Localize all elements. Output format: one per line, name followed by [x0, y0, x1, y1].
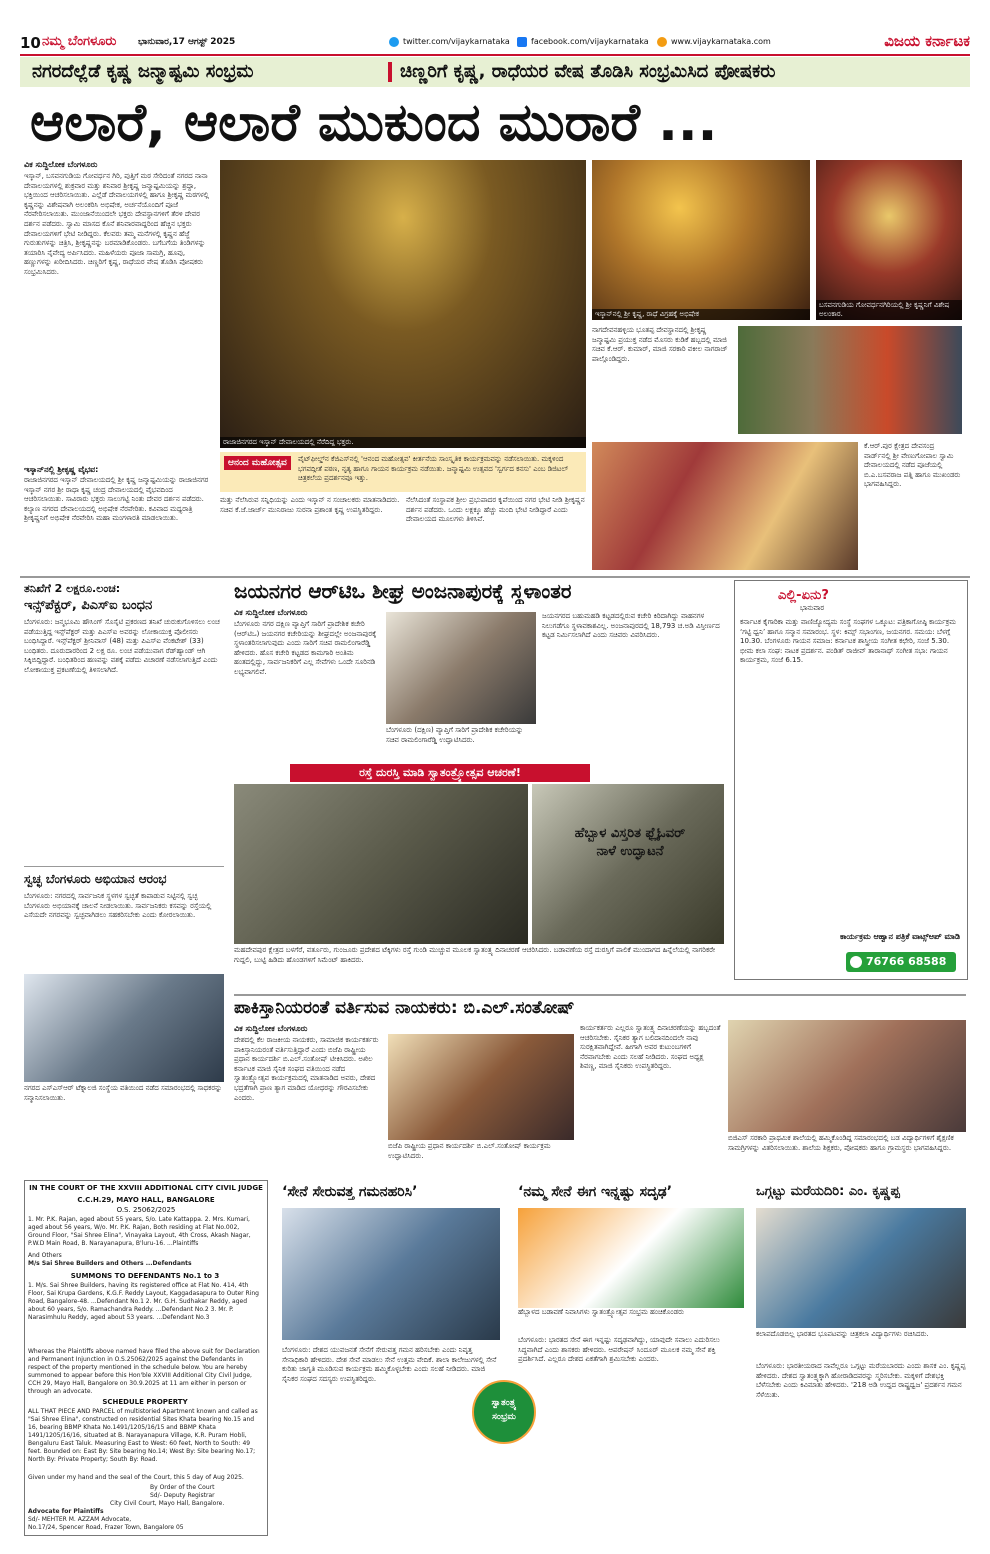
lead-kicker	[20, 57, 970, 87]
legal-advocate-2: Sd/- MEHTER M. AZZAM Advocate,	[28, 1516, 132, 1523]
legal-advocate: Advocate for Plaintiffs	[28, 1508, 104, 1515]
road-caption: ಮಹದೇವಪುರ ಕ್ಷೇತ್ರದ ಬಳಗೆರೆ, ವರ್ತೂರು, ಗುಂಜೂರು ಪ್ರದೇಶದ ಟೆಕ್ಕಿಗಳು ರಸ್ತೆ ಗುಂಡಿ ಮುಚ್ಚುವ ಮೂಲಕ ಸ್ವಾತಂತ್ರ್ಯ ದಿನಾಚರಣೆ ಆಚರಿಸಿದರು. ಬಡಾವಣೆಯ ರಸ್ತೆ ದುರಸ್ತಿಗೆ ಪಾಲಿಕೆ ಮುಂದಾಗದ ಹಿನ್ನೆಲೆಯಲ್ಲಿ ನಾಗರಿಕರೇ ಗುದ್ದಲಿ, ಬುಟ್ಟಿ ಹಿಡಿದು ಹೊಂಡಗಳಿಗೆ ಸಿಮೆಂಟ್ ಹಾಕಿದರು.	[234, 946, 716, 964]
anand-label: ಆನಂದ ಮಹೋತ್ಸವ	[224, 456, 291, 470]
independence-badge	[472, 1380, 536, 1444]
award-caption: ನಗರದ ಎಸ್‌ಎಸ್‌ಆರ್ ಟೆಕ್ನಾಲಜಿ ಸಂಸ್ಥೆಯ ವತಿಯಿಂದ ನಡೆದ ಸಮಾರಂಭದಲ್ಲಿ ಸಾಧಕರನ್ನು ಸನ್ಮಾನಿಸಲಾಯಿತು.	[24, 1084, 223, 1102]
legal-order: By Order of the Court	[150, 1484, 215, 1491]
police-headline: ಇನ್ಸ್‌ಪೆಕ್ಟರ್, ಪಿಎಸ್‌ಐ ಬಂಧನ	[24, 598, 153, 613]
flag-photo	[518, 1208, 744, 1308]
legal-defendants: M/s Sai Shree Builders and Others ...Defendants	[28, 1260, 192, 1267]
court-place: C.C.H.29, MAYO HALL, BANGALORE	[77, 1196, 215, 1204]
page-number: 10	[20, 34, 41, 52]
twitter-handle[interactable]: twitter.com/vijaykarnataka	[403, 37, 510, 46]
jayanagar-caption: ಬೆಂಗಳೂರು (ದಕ್ಷಿಣ) ವ್ಯಾಪ್ತಿಗೆ ಸಾರಿಗೆ ಪ್ರಾದೇಶಿಕ ಕಚೇರಿಯನ್ನು ಸಚಿವ ರಾಮಲಿಂಗಾರೆಡ್ಡಿ ಉದ್ಘಾಟಿಸಿದರು.	[386, 726, 524, 744]
road-banner: ರಸ್ತೆ ದುರಸ್ತಿ ಮಾಡಿ ಸ್ವಾತಂತ್ರ್ಯೋತ್ಸವ ಆಚರಣೆ!	[290, 764, 590, 782]
schedule-heading: SCHEDULE PROPERTY	[102, 1398, 188, 1406]
nagadevanahalli-note: ನಾಗದೇವನಹಳ್ಳಿಯ ಭೂತಪ್ಪ ದೇವಸ್ಥಾನದಲ್ಲಿ ಶ್ರೀಕೃಷ್ಣ ಜನ್ಮಾಷ್ಟಮಿ ಪ್ರಯುಕ್ತ ನಡೆದ ಮೊಸರು ಕುಡಿಕೆ ಹಬ್ಬದಲ್ಲಿ ಮಾಜಿ ಸಚಿವ ಕೆ.ಆರ್. ಕುಮಾರ್, ಮಾಜಿ ಸರಕಾರಿ ವಕೀಲ ನಾಗರಾಜ್ ಪಾಲ್ಗೊಂಡಿದ್ದರು.	[592, 326, 728, 363]
school-photo	[728, 1020, 966, 1132]
army-headline: ‘ಸೇನೆ ಸೇರುವತ್ತ ಗಮನಹರಿಸಿ’	[282, 1184, 418, 1200]
jayanagar-body-2: ಜಯನಗರದ ಬಹುಮಹಡಿ ಕಟ್ಟಡದಲ್ಲಿರುವ ಕಚೇರಿ ಕಿರಿದಾಗಿದ್ದು ವಾಹನಗಳ ನಿಲುಗಡೆಗೂ ಸ್ಥಳಾವಕಾಶವಿಲ್ಲ. ಅಂಜನಾಪುರದಲ್ಲಿ 18,793 ಚ.ಅಡಿ ವಿಸ್ತೀರ್ಣದ ಕಟ್ಟಡ ನಿರ್ಮಿಸಲಾಗಿದೆ ಎಂದು ಸಚಿವರು ವಿವರಿಸಿದರು.	[542, 612, 720, 640]
masthead	[20, 32, 970, 56]
santhosh-caption: ಬಿಜೆಪಿ ರಾಷ್ಟ್ರೀಯ ಪ್ರಧಾನ ಕಾರ್ಯದರ್ಶಿ ಬಿ.ಎಲ್.ಸಂತೋಷ್ ಕಾರ್ಯಕ್ರಮ ಉದ್ಘಾಟಿಸಿದರು.	[388, 1142, 551, 1160]
award-photo	[24, 974, 224, 1082]
basavanagudi-photo	[816, 160, 962, 320]
summons-heading: SUMMONS TO DEFENDANTS No.1 to 3	[70, 1272, 220, 1280]
lead-subhead: ಇಸ್ಕಾನ್‌ನಲ್ಲಿ ಶ್ರೀಕೃಷ್ಣ ವೈಭವ:	[24, 465, 99, 474]
legal-defendant-list: 1. M/s. Sai Shree Builders, having its registered office at Flat No. 414, 4th Floor, Sai Krupa Gardens, K.G.F. Reddy Layout, Kaggadasapura to Outer Ring Road, Bangalore-48. ...Defendant No.1 2. Mr. G.H. Sudhakar Reddy, aged about 60 years, S/o. Ramachandra Reddy. ...Defendant No.2 3. Mr. P. Narasimhulu Reddy, aged about 53 years. ...Defendant No.3	[28, 1282, 259, 1321]
jayanagar-byline: ವಿಕ ಸುದ್ದಿಲೋಕ ಬೆಂಗಳೂರು	[234, 608, 308, 617]
legal-given: Given under my hand and the seal of the Court, this 5 day of Aug 2025.	[28, 1474, 244, 1481]
legal-registrar: Sd/- Deputy Registrar	[150, 1492, 215, 1499]
flag-caption: ಹೆಬ್ಬಾಳದ ಬಡಾವಣೆ ನಿವಾಸಿಗಳು ಸ್ವಾತಂತ್ರ್ಯೋತ್ಸವ ಸಂಭ್ರಮ ಹಂಚಿಕೊಂಡರು	[518, 1308, 685, 1316]
army-photo	[282, 1208, 500, 1340]
unity-body: ಬೆಂಗಳೂರು: ಭಾರತೀಯರಾದ ನಾವೆಲ್ಲರೂ ಒಗ್ಗಟ್ಟು ಮರೆಯಬಾರದು ಎಂದು ಶಾಸಕ ಎಂ. ಕೃಷ್ಣಪ್ಪ ಹೇಳಿದರು. ದೇಶದ ಸ್ವಾತಂತ್ರ್ಯಕ್ಕಾಗಿ ಹೋರಾಡಿದವರನ್ನು ಸ್ಮರಿಸಬೇಕು. ಮಕ್ಕಳಿಗೆ ದೇಶಭಕ್ತಿ ಬೆಳೆಸಬೇಕು ಎಂದು ಕಿವಿಮಾತು ಹೇಳಿದರು. '218 ಅಡಿ ಉದ್ದದ ರಾಷ್ಟ್ರಧ್ವಜ' ಪ್ರದರ್ಶನ ಗಮನ ಸೆಳೆಯಿತು.	[756, 1362, 966, 1399]
badge-label: ಸ್ವಾತಂತ್ರ್ಯ ಸಂಭ್ರಮ	[491, 1398, 517, 1422]
road-repair-photo-2	[532, 784, 724, 944]
army-body: ಬೆಂಗಳೂರು: ದೇಶದ ಯುವಜನತೆ ಸೇನೆಗೆ ಸೇರುವತ್ತ ಗಮನ ಹರಿಸಬೇಕು ಎಂದು ನಿವೃತ್ತ ಸೇನಾಧಿಕಾರಿ ಹೇಳಿದರು. ದೇಶ ಸೇವೆ ಮಾಡಲು ಸೇನೆ ಉತ್ತಮ ವೇದಿಕೆ. ಶಾಲಾ ಕಾಲೇಜುಗಳಲ್ಲಿ ಸೇನೆ ಕುರಿತು ಜಾಗೃತಿ ಮೂಡಿಸುವ ಕಾರ್ಯಕ್ರಮ ಹಮ್ಮಿಕೊಳ್ಳಬೇಕು ಎಂದು ಸಲಹೆ ನೀಡಿದರು. ಮಾಜಿ ಸೈನಿಕರ ಸಂಘದ ಸದಸ್ಯರು ಉಪಸ್ಥಿತರಿದ್ದರು.	[282, 1346, 497, 1383]
lead-byline: ವಿಕ ಸುದ್ದಿಲೋಕ ಬೆಂಗಳೂರು	[24, 160, 98, 169]
website-link[interactable]: www.vijaykarnataka.com	[671, 37, 771, 46]
jayanagar-headline: ಜಯನಗರ ಆರ್‌ಟಿಒ ಶೀಘ್ರ ಅಂಜನಾಪುರಕ್ಕೆ ಸ್ಥಳಾಂತರ	[234, 579, 572, 603]
iskcon-crowd-photo	[220, 160, 586, 448]
divider	[24, 866, 224, 867]
anand-box	[220, 452, 586, 492]
santhosh-body: ದೇಶದಲ್ಲಿ ಕೆಲ ರಾಜಕೀಯ ನಾಯಕರು, ಸಾಮಾಜಿಕ ಕಾರ್ಯಕರ್ತರು ಪಾಕಿಸ್ತಾನಿಯರಂತೆ ವರ್ತಿಸುತ್ತಿದ್ದಾರೆ ಎಂದು ಬಿಜೆಪಿ ರಾಷ್ಟ್ರೀಯ ಪ್ರಧಾನ ಕಾರ್ಯದರ್ಶಿ ಬಿ.ಎಲ್.ಸಂತೋಷ್ ಟೀಕಿಸಿದರು. ಅಖಿಲ ಕರ್ನಾಟಕ ಮಾಜಿ ಸೈನಿಕ ಸಂಘದ ವತಿಯಿಂದ ನಡೆದ ಸ್ವಾತಂತ್ರ್ಯೋತ್ಸವ ಕಾರ್ಯಕ್ರಮದಲ್ಲಿ ಮಾತನಾಡಿದ ಅವರು, ದೇಶದ ಭದ್ರತೆಗಾಗಿ ಪ್ರಾಣ ತ್ಯಾಗ ಮಾಡಿದ ಯೋಧರನ್ನು ಗೌರವಿಸಬೇಕು ಎಂದರು.	[234, 1036, 379, 1102]
elli-enu-body: ಕರ್ನಾಟಕ ಕೈಗಾರಿಕಾ ಮತ್ತು ವಾಣಿಜ್ಯೋದ್ಯಮ ಸಂಸ್ಥೆ ಸಂಘಗಳ ಒಕ್ಕೂಟ: ಪತ್ರಿಕಾಗೋಷ್ಠಿ ಕಾರ್ಯಕ್ರಮ ‘ಗಟ್ಟಿ ಧ್ವನಿ’ ಹಾಗೂ ಸನ್ಮಾನ ಸಮಾರಂಭ. ಸ್ಥಳ: ಕಿಮ್ಸ್ ಸಭಾಂಗಣ, ಜಯನಗರ. ಸಮಯ: ಬೆಳಗ್ಗೆ 10.30. ಬೆಂಗಳೂರು ಗಾಯನ ಸಮಾಜ: ಕರ್ನಾಟಕ ಶಾಸ್ತ್ರೀಯ ಸಂಗೀತ ಕಛೇರಿ, ಸಂಜೆ 5.30. ಭೀಮ ಕಲಾ ಸಂಘ: ನಾಟಕ ಪ್ರದರ್ಶನ. ಪಂಡಿತ್ ರಾಜೀವ್ ತಾರಾನಾಥ್ ಸಂಗೀತ ಸಭಾ: ಗಾಯನ ಕಾರ್ಯಕ್ರಮ, ಸಂಜೆ 6.15.	[740, 618, 956, 665]
strong-army-headline: ‘ನಮ್ಮ ಸೇನೆ ಈಗ ಇನ್ನಷ್ಟು ಸದೃಢ’	[518, 1184, 673, 1200]
facebook-handle[interactable]: facebook.com/vijaykarnataka	[531, 37, 649, 46]
photo-caption: ಬಸವನಗುಡಿಯ ಗೋವರ್ಧನಗಿರಿಯಲ್ಲಿ ಶ್ರೀ ಕೃಷ್ಣನಿಗೆ ವಿಶೇಷ ಅಲಂಕಾರ.	[816, 300, 962, 320]
court-name: IN THE COURT OF THE XXVIII ADDITIONAL CITY CIVIL JUDGE	[29, 1184, 263, 1192]
whatsapp-number: 76766 68588	[866, 955, 947, 968]
anand-body: ವೈಟ್‌ಫೀಲ್ಡ್‌ನ ಕೆಜಿಎಸ್‌ನಲ್ಲಿ 'ಆನಂದ ಮಹೋತ್ಸವ' ಕೀರ್ತನೆಯ ಸಾಂಸ್ಕೃತಿಕ ಕಾರ್ಯಕ್ರಮವನ್ನು ನಡೆಸಲಾಯಿತು. ಮಕ್ಕಳಿಂದ ಭಗವದ್ಗೀತೆ ಪಠಣ, ನೃತ್ಯ ಹಾಗೂ ಗಾಯನ ಕಾರ್ಯಕ್ರಮ ನಡೆಯಿತು. ಜನ್ಮಾಷ್ಟಮಿ ಉತ್ಸವದ 'ಸ್ವರ್ಗದ ಕನಸು' ಎಂಬ ಡಿಜಿಟಲ್ ಚಿತ್ರಕಲೆಯ ಪ್ರದರ್ಶನವೂ ಇತ್ತು.	[298, 455, 569, 483]
swachh-body: ಬೆಂಗಳೂರು: ನಗರದಲ್ಲಿ ಸಾರ್ವಜನಿಕ ಸ್ಥಳಗಳ ಸ್ವಚ್ಛತೆ ಕಾಪಾಡುವ ನಿಟ್ಟಿನಲ್ಲಿ ಸ್ವಚ್ಛ ಬೆಂಗಳೂರು ಅಭಿಯಾನಕ್ಕೆ ಚಾಲನೆ ನೀಡಲಾಯಿತು. ಸಾರ್ವಜನಿಕರು ಕಸವನ್ನು ರಸ್ತೆಯಲ್ಲಿ ಎಸೆಯದೇ ನಗರವನ್ನು ಸ್ವಚ್ಛವಾಗಿಡಲು ಸಹಕರಿಸಬೇಕು ಎಂದು ಕೋರಲಾಯಿತು.	[24, 892, 212, 920]
kicker-left: ನಗರದೆಲ್ಲೆಡೆ ಕೃಷ್ಣ ಜನ್ಮಾಷ್ಟಮಿ ಸಂಭ್ರಮ	[32, 61, 254, 82]
mosaru-kudike-photo	[738, 326, 962, 434]
kicker-divider	[388, 62, 392, 82]
police-kicker: ತನಿಖೆಗೆ 2 ಲಕ್ಷರೂ.ಲಂಚ:	[24, 582, 121, 595]
elli-enu-title: ಎಲ್ಲಿ-ಏನು?	[778, 588, 829, 603]
lead-headline: ಆಲಾರೆ, ಆಲಾರೆ ಮುಕುಂದ ಮುರಾರೆ ...	[30, 93, 718, 153]
santhosh-body-2: ಕಾರ್ಯಕರ್ತರು ಎಲ್ಲರೂ ಸ್ವಾತಂತ್ರ್ಯ ದಿನಾಚರಣೆಯನ್ನು ಹಬ್ಬದಂತೆ ಆಚರಿಸಬೇಕು. ಸೈನಿಕರ ತ್ಯಾಗ ಬಲಿದಾನದಿಂದಲೇ ನಾವು ಸುರಕ್ಷಿತವಾಗಿದ್ದೇವೆ. ಹೀಗಾಗಿ ಅವರ ಕುಟುಂಬಗಳಿಗೆ ನೆರವಾಗಬೇಕು ಎಂದು ಸಲಹೆ ನೀಡಿದರು. ಸಂಘದ ಅಧ್ಯಕ್ಷ ಶಿವಣ್ಣ, ಮಾಜಿ ಸೈನಿಕರು ಉಪಸ್ಥಿತರಿದ್ದರು.	[580, 1024, 721, 1071]
newspaper-logo: ವಿಜಯ ಕರ್ನಾಟಕ	[884, 32, 970, 50]
issue-date: ಭಾನುವಾರ,17 ಆಗಸ್ಟ್ 2025	[138, 37, 236, 47]
hebbal-headline-a: ಹೆಬ್ಬಾಳ ವಿಸ್ತರಿತ ಫ್ಲೈಓವರ್	[574, 826, 686, 841]
kicker-right: ಚಿಣ್ಣರಿಗೆ ಕೃಷ್ಣ, ರಾಧೆಯರ ವೇಷ ತೊಡಿಸಿ ಸಂಭ್ರಮಿಸಿದ ಪೋಷಕರು	[400, 61, 776, 82]
whatsapp-button[interactable]	[846, 952, 956, 972]
road-repair-photo	[234, 784, 528, 944]
rto-inauguration-photo	[386, 612, 536, 724]
kr-puram-note: ಕೆ.ಆರ್.ಪುರ ಕ್ಷೇತ್ರದ ದೇವಸಂದ್ರ ವಾರ್ಡ್‌ನಲ್ಲಿ ಶ್ರೀ ವೇಣುಗೋಪಾಲ ಸ್ವಾಮಿ ದೇವಾಲಯದಲ್ಲಿ ನಡೆದ ಪೂಜೆಯಲ್ಲಿ ಬಿ.ಎ.ಬಸವರಾಜ ಪತ್ನಿ ಹಾಗೂ ಮುಖಂಡರು ಭಾಗವಹಿಸಿದ್ದರು.	[864, 442, 961, 489]
whatsapp-icon	[850, 956, 862, 968]
police-body: ಬೆಂಗಳೂರು: ಜನ್ಮಭೂಮಿ ಹೌಸಿಂಗ್ ಸೊಸೈಟಿ ಪ್ರಕರಣದ ತನಿಖೆ ಚುರುಕುಗೊಳಿಸಲು ಲಂಚ ಪಡೆಯುತ್ತಿದ್ದ ಇನ್ಸ್‌ಪೆಕ್ಟರ್ ಮತ್ತು ಪಿಎಸ್‌ಐ ಅವರನ್ನು ಲೋಕಾಯುಕ್ತ ಪೊಲೀಸರು ಬಂಧಿಸಿದ್ದಾರೆ. ಇನ್ಸ್‌ಪೆಕ್ಟರ್ ಶ್ರೀನಿವಾಸ್ (48) ಮತ್ತು ಪಿಎಸ್‌ಐ ವೆಂಕಟೇಶ್ (33) ಬಂಧಿತರು. ದೂರುದಾರರಿಂದ 2 ಲಕ್ಷ ರೂ. ಲಂಚ ಪಡೆಯುವಾಗ ರೆಡ್‌ಹ್ಯಾಂಡ್ ಆಗಿ ಸಿಕ್ಕಿಬಿದ್ದಿದ್ದಾರೆ. ಬಂಧಿತರಿಂದ ಹಣವನ್ನು ವಶಕ್ಕೆ ಪಡೆದು ವಿಚಾರಣೆ ನಡೆಸಲಾಗುತ್ತಿದೆ ಎಂದು ಲೋಕಾಯುಕ್ತ ಪ್ರಕಟಣೆಯಲ್ಲಿ ತಿಳಿಸಲಾಗಿದೆ.	[24, 618, 220, 674]
legal-schedule: ALL THAT PIECE AND PARCEL of multistoried Apartment known and called as "Sai Shree Elina", constructed on residential Sites Khata bearing No.15 and 16, bearing BBMP Khata No.1491/1205/16/15 and BBMP Khata 1491/1205/16/16, situated at B. Narayanapura Village, K.R. Puram Hobli, Bengaluru East Taluk. Measuring East to West: 60 feet, North to South: 49 feet. Bounded on: East By: Site bearing No.14; West By: Site bearing No.17; North By: Private Property; South By: Road.	[28, 1408, 258, 1463]
lead-body: ಇಸ್ಕಾನ್, ಬಸವನಗುಡಿಯ ಗೋವರ್ಧನ ಗಿರಿ, ಪುತ್ತಿಗೆ ಮಠ ಸೇರಿದಂತೆ ನಗರದ ನಾನಾ ದೇವಾಲಯಗಳಲ್ಲಿ ಶುಕ್ರವಾರ ಮತ್ತು ಶನಿವಾರ ಶ್ರೀಕೃಷ್ಣ ಜನ್ಮಾಷ್ಟಮಿಯನ್ನು ಶ್ರದ್ಧಾ, ಭಕ್ತಿಯಿಂದ ಆಚರಿಸಲಾಯಿತು. ಎಲ್ಲೆಡೆ ದೇವಾಲಯಗಳಲ್ಲಿ ಹಾಗೂ ಶ್ರೀಕೃಷ್ಣ ಮಠಗಳಲ್ಲಿ ಕೃಷ್ಣನನ್ನು ವಿಶೇಷವಾಗಿ ಅಲಂಕರಿಸಿ ಅಭಿಷೇಕ, ಅರ್ಚನೆಯೊಂದಿಗೆ ಪೂಜೆ ನೆರವೇರಿಸಲಾಯಿತು. ಮುಂಜಾನೆಯಿಂದಲೇ ಭಕ್ತರು ದೇವಸ್ಥಾನಗಳಿಗೆ ತೆರಳಿ ದೇವರ ದರ್ಶನ ಪಡೆದರು. ಸ್ವಾಮಿ ಮಾಸದ ಕೊನೆ ಶನಿವಾರವಾದ್ದರಿಂದ ಹೆಚ್ಚಿನ ಭಕ್ತರು ದೇವಾಲಯಗಳಿಗೆ ಭೇಟಿ ನೀಡಿದ್ದರು. ಕೆಲವರು ತಮ್ಮ ಮನೆಗಳಲ್ಲಿ ಕೃಷ್ಣನ ಹೆಜ್ಜೆ ಗುರುತುಗಳನ್ನು ಚಿತ್ರಿಸಿ, ಶ್ರೀಕೃಷ್ಣನನ್ನು ಬರಮಾಡಿಕೊಂಡರು. ಬಗೆಬಗೆಯ ತಿಂಡಿಗಳನ್ನು ತಯಾರಿಸಿ ನೈವೇದ್ಯ ಅರ್ಪಿಸಿದರು. ಮಹಿಳೆಯರು ಪೂಜಾ ಸಾಮಗ್ರಿ, ಹೂವು, ಹಣ್ಣುಗಳನ್ನು ಖರೀದಿಸಿದರು. ಚಿಣ್ಣರಿಗೆ ಕೃಷ್ಣ, ರಾಧೆಯರ ವೇಷ ತೊಡಿಸಿ ಪೋಷಕರು ಸಂಭ್ರಮಿಸಿದರು.	[24, 172, 209, 276]
hebbal-headline-b: ನಾಳೆ ಉದ್ಘಾಟನೆ	[596, 844, 664, 859]
photo-caption: ರಾಜಾಜಿನಗರದ ಇಸ್ಕಾನ್ ದೇವಾಲಯದಲ್ಲಿ ನೆರೆದಿದ್ದ ಭಕ್ತರು.	[220, 437, 586, 448]
map-caption: ಕಲಾಪದೊಡಬಿಲ್ಲ ಭಾರತದ ಭೂಪಟವನ್ನು ಚಿತ್ರಕಲಾ ವಿದ್ಯಾರ್ಥಿಗಳು ರಚಿಸಿದರು.	[756, 1330, 929, 1338]
lead-body-3: ಮತ್ತು ನೆಲೆಸಿರುವ ಸನ್ನಿಧಿಯನ್ನು ಎಂದು ಇಸ್ಕಾನ್ ನ ಸಂಚಾಲಕರು ಮಾತನಾಡಿದರು. ಸಚಿವ ಕೆ.ಜೆ.ಜಾರ್ಜ್ ಮುನಿರಾಜು ಸುರನಾ ಪ್ರಶಾಂತ ಕೃಷ್ಣ ಉಪಸ್ಥಿತರಿದ್ದರು.	[220, 496, 400, 514]
santhosh-byline: ವಿಕ ಸುದ್ದಿಲೋಕ ಬೆಂಗಳೂರು	[234, 1024, 308, 1033]
facebook-icon	[517, 37, 527, 47]
photo-caption: ಇಸ್ಕಾನ್‌ನಲ್ಲಿ ಶ್ರೀ ಕೃಷ್ಣ, ರಾಧೆ ವಿಗ್ರಹಕ್ಕೆ ಅಭಿಷೇಕ	[592, 309, 810, 320]
swachh-headline: ಸ್ವಚ್ಛ ಬೆಂಗಳೂರು ಅಭಿಯಾನ ಆರಂಭ	[24, 872, 167, 886]
abhisheka-photo	[592, 160, 810, 320]
strong-army-body: ಬೆಂಗಳೂರು: ಭಾರತದ ಸೇನೆ ಈಗ ಇನ್ನಷ್ಟು ಸದೃಢವಾಗಿದ್ದು, ಯಾವುದೇ ಸವಾಲು ಎದುರಿಸಲು ಸಿದ್ಧವಾಗಿದೆ ಎಂದು ಶಾಸಕರು ಹೇಳಿದರು. ಆಪರೇಷನ್ ಸಿಂದೂರ್ ಮೂಲಕ ನಮ್ಮ ಸೇನೆ ಶಕ್ತಿ ಪ್ರದರ್ಶಿಸಿದೆ. ಎಲ್ಲರೂ ದೇಶದ ಏಕತೆಗಾಗಿ ಶ್ರಮಿಸಬೇಕು ಎಂದರು.	[518, 1336, 720, 1364]
legal-whereas: Whereas the Plaintiffs above named have filed the above suit for Declaration and Permanent Injunction in O.S.25062/2025 against the Defendants in respect of the property mentioned in the schedule below. You are hereby summoned to appear before this Hon'ble XXVIII Additional City Civil Judge, CCH 29, Mayo Hall, Bangalore on 30.9.2025 at 11 am either in person or through an advocate.	[28, 1348, 260, 1395]
globe-icon	[657, 37, 667, 47]
legal-vs: And Others	[28, 1252, 62, 1259]
legal-registrar-2: City Civil Court, Mayo Hall, Bangalore.	[110, 1500, 225, 1507]
santhosh-photo	[388, 1034, 574, 1140]
kr-puram-photo	[592, 442, 858, 570]
section-name: ನಮ್ಮ ಬೆಂಗಳೂರು	[42, 34, 117, 49]
elli-enu-sub: ಭಾನುವಾರ	[800, 604, 825, 612]
twitter-icon	[389, 37, 399, 47]
legal-advocate-3: No.17/24, Spencer Road, Frazer Town, Bangalore 05	[28, 1524, 184, 1531]
school-caption: ಬಿಜಿಎಸ್ ಸರಕಾರಿ ಪ್ರಾಥಮಿಕ ಶಾಲೆಯಲ್ಲಿ ಹಮ್ಮಿಕೊಂಡಿದ್ದ ಸಮಾರಂಭದಲ್ಲಿ ಬಡ ವಿದ್ಯಾರ್ಥಿಗಳಿಗೆ ಶೈಕ್ಷಣಿಕ ಸಾಮಗ್ರಿಗಳನ್ನು ವಿತರಿಸಲಾಯಿತು. ಶಾಲೆಯ ಶಿಕ್ಷಕರು, ಪೋಷಕರು ಹಾಗೂ ಗ್ರಾಮಸ್ಥರು ಭಾಗವಹಿಸಿದ್ದರು.	[728, 1134, 954, 1152]
unity-headline: ಒಗ್ಗಟ್ಟು ಮರೆಯದಿರಿ: ಎಂ. ಕೃಷ್ಣಪ್ಪ	[756, 1184, 900, 1199]
elli-enu-footer: ಕಾರ್ಯಕ್ರಮ ಆಹ್ವಾನ ಪತ್ರಿಕೆ ವಾಟ್ಸ್‌ಆಪ್ ಮಾಡಿ	[840, 932, 960, 941]
santhosh-headline: ಪಾಕಿಸ್ತಾನಿಯರಂತೆ ವರ್ತಿಸುವ ನಾಯಕರು: ಬಿ.ಎಲ್.ಸಂತೋಷ್	[234, 998, 575, 1018]
legal-plaintiffs: 1. Mr. P.K. Rajan, aged about 55 years, S/o. Late Kattappa. 2. Mrs. Kumari, aged about 56 years, W/o. Mr. P.K. Rajan, Both residing at Flat No.002, Ground Floor, "Sai Shree Elina", Vinayaka Layout, 4th Cross, Akash Nagar, P.W.D Main Road, B. Narayanapura, B'luru-16. ...Plaintiffs	[28, 1216, 251, 1247]
lead-body-4: ನೆಲೆಸಿದಂತೆ ಸಂಸ್ಥಾಪಕ ಶ್ರೀಲ ಪ್ರಭುಪಾದರ ಕೃಪೆಯಿಂದ ನಗರ ಭೇಟಿ ನೀಡಿ ಶ್ರೀಕೃಷ್ಣನ ದರ್ಶನ ಪಡೆದರು. ಒಂದು ಲಕ್ಷಕ್ಕೂ ಹೆಚ್ಚು ಮಂದಿ ಭೇಟಿ ನೀಡಿದ್ದಾರೆ ಎಂದು ದೇವಾಲಯದ ಮೂಲಗಳು ತಿಳಿಸಿವೆ.	[406, 496, 585, 524]
jayanagar-body: ಬೆಂಗಳೂರು ನಗರ ದಕ್ಷಿಣ ವ್ಯಾಪ್ತಿಗೆ ಸಾರಿಗೆ ಪ್ರಾದೇಶಿಕ ಕಚೇರಿ (ಆರ್‌ಟಿಒ) ಜಯನಗರ ಕಚೇರಿಯನ್ನು ಶೀಘ್ರದಲ್ಲೇ ಅಂಜನಾಪುರಕ್ಕೆ ಸ್ಥಳಾಂತರಿಸಲಾಗುವುದು ಎಂದು ಸಾರಿಗೆ ಸಚಿವ ರಾಮಲಿಂಗಾರೆಡ್ಡಿ ಹೇಳಿದರು. ಹೊಸ ಕಚೇರಿ ಕಟ್ಟಡದ ಕಾಮಗಾರಿ ಅಂತಿಮ ಹಂತದಲ್ಲಿದ್ದು, ಸಾರ್ವಜನಿಕರಿಗೆ ಎಲ್ಲ ಸೇವೆಗಳು ಒಂದೇ ಸೂರಿನಡಿ ಲಭ್ಯವಾಗಲಿವೆ.	[234, 620, 377, 676]
lead-body-2: ರಾಜಾಜಿನಗರದ ಇಸ್ಕಾನ್ ದೇವಾಲಯದಲ್ಲಿ ಶ್ರೀ ಕೃಷ್ಣ ಜನ್ಮಾಷ್ಟಮಿಯನ್ನು ರಾಜಾಜಿನಗರ ಇಸ್ಕಾನ್ ನಗರ ಶ್ರೀ ರಾಧಾ ಕೃಷ್ಣ ಚಂದ್ರ ದೇವಾಲಯದಲ್ಲಿ ವೈಭವದಿಂದ ಆಚರಿಸಲಾಯಿತು. ಸಾವಿರಾರು ಭಕ್ತರು ಸಾಲುಗಟ್ಟಿ ನಿಂತು ದೇವರ ದರ್ಶನ ಪಡೆದರು. ಕಲ್ಯಾಣ ನಗರದ ದೇವಾಲಯದಲ್ಲಿ ಅಭಿಷೇಕ ನೆರವೇರಿತು. ಕವಿವಾದ ಮಧ್ಯರಾತ್ರಿ ಶ್ರೀಕೃಷ್ಣನಿಗೆ ಅಭಿಷೇಕ ನೆರವೇರಿಸಿ ಮಹಾ ಮಂಗಳಾರತಿ ಮಾಡಲಾಯಿತು.	[24, 476, 209, 523]
map-photo	[756, 1208, 966, 1328]
case-number: O.S. 25062/2025	[116, 1206, 176, 1214]
